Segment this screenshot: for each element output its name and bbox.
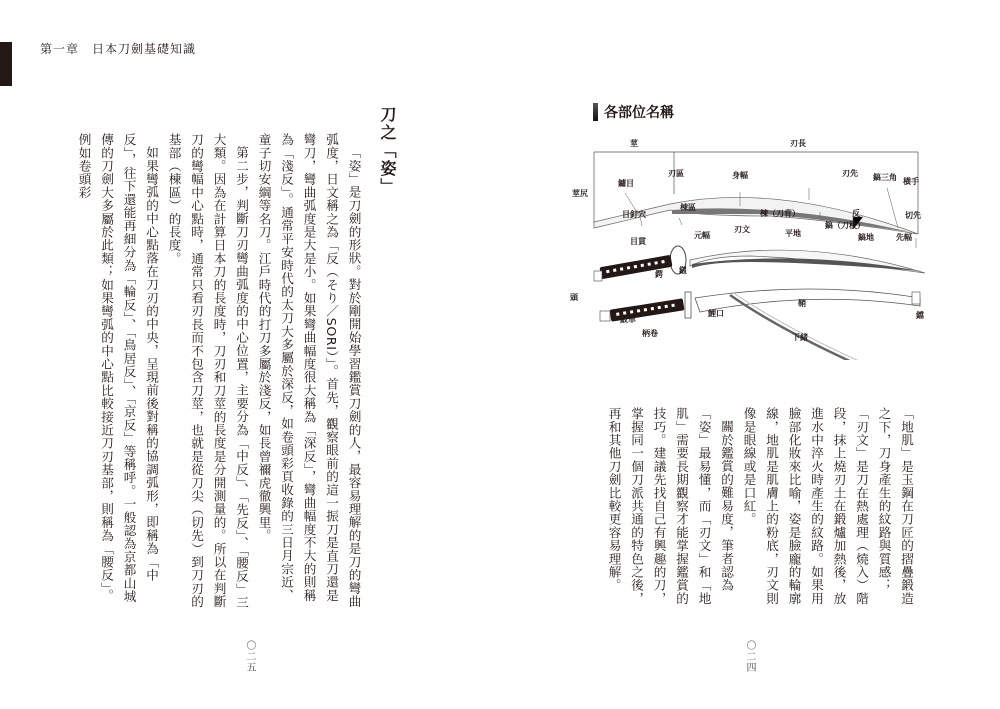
diagram-title-text: 各部位名稱 (604, 105, 674, 121)
label-shinogiji: 鎬地 (858, 233, 874, 242)
label-yasurime: 鑢目 (618, 179, 634, 188)
page-number-right: 〇二四 (744, 640, 755, 673)
label-yokote: 橫手 (903, 177, 919, 186)
label-sakihaba: 先幅 (896, 233, 912, 242)
label-menuki: 目貫 (630, 237, 646, 246)
title-bar-icon (593, 103, 598, 121)
label-mune: 棟（刀背） (760, 209, 800, 218)
label-habaki: 鎺 (679, 266, 687, 275)
paragraph: 關於鑑賞的難易度，筆者認為「姿」最易懂，而「刃文」和「地肌」需要長期觀察才能掌握鑑賞的技巧。建議先找自己有興趣的刀，掌握同一個刀派共通的特色之後，再和其他刀劍比較更容易理解。 (606, 407, 734, 605)
label-kojiri: 鐺 (916, 311, 924, 320)
paragraph: 第二步，判斷刀刃彎曲弧度的中心位置，主要分為「中反」、「先反」、「腰反」三大類。因為在計算日本刀的長度時，刀刃和刀莖的長度是分開測量的。所以在判斷刀的彎幅中心點時，通常只看刃長而不包含刀莖，也就是從刀尖（切先）到刀刃的基部（棟區）的長度。 (166, 133, 249, 609)
label-saya: 鞘 (798, 299, 806, 308)
label-hasaki: 刃先 (842, 169, 858, 178)
left-page-body (72, 133, 365, 613)
label-sori: 反 (852, 209, 860, 218)
paragraph: 「地肌」是玉鋼在刀匠的摺疊鍛造之下，刀身產生的紋路與質感；「刃文」是刀在熱處理（燒入）階段，抹上燒刃土在鍛爐加熱後，放進水中淬火時產生的紋路。如果用臉部化妝來比喻，姿是臉龐的輪廓線，地肌是肌膚上的粉底，刃文則像是眼線或是口紅。 (741, 407, 914, 605)
right-page-body (602, 407, 917, 612)
sword-parts-diagram (570, 130, 940, 360)
diagram-title (593, 102, 674, 122)
label-hamachi: 刃區 (668, 169, 684, 178)
paragraph: 如果彎弧的中心點落在刀刃的中央，呈現前後對稱的協調弧形，即稱為「中反」，往下還能再細分為「輪反」、「鳥居反」、「京反」等稱呼。一般認為京都山城傳的刀劍大多屬於此類；如果彎弧的中心點比較接近刀刃基部，則稱為「腰反」。例如卷頭彩 (76, 133, 159, 604)
chapter-thumb-tab (0, 42, 12, 86)
label-tsuba: 鍔 (655, 270, 663, 279)
label-hacho: 刃長 (790, 139, 806, 148)
label-nakago-jiri: 莖尻 (572, 189, 588, 198)
label-munemachi: 棟區 (680, 203, 696, 212)
label-hamon: 刃文 (734, 225, 750, 234)
running-head: 第一章 日本刀劍基礎知識 (40, 42, 197, 56)
section-title: 刀之「姿」 (378, 106, 397, 196)
label-koiguchi: 鯉口 (708, 309, 724, 318)
label-shinogi-sankaku: 鎬三角 (873, 173, 897, 182)
page-number-left: 〇二五 (244, 640, 255, 673)
label-motohaba: 元幅 (694, 231, 710, 240)
paragraph: 「姿」是刀劍的形狀。對於剛開始學習鑑賞刀劍的人，最容易理解的是刀的彎曲弧度，日文稱之為「反（そり／SORI）」。首先，觀察眼前的這一振刀是直刀還是彎刀，彎曲弧度是大是小。如果彎曲幅度很大稱為「深反」，彎曲幅度不大的則稱為「淺反」。通常平安時代的太刀大多屬於深反，如卷頭彩頁收錄的三日月宗近、童子切安綱等名刀。江戶時代的打刀多屬於淺反，如長曾禰虎徹興里。 (256, 133, 362, 608)
label-nakago: 莖 (630, 139, 638, 148)
label-mihaba: 身幅 (732, 171, 748, 180)
label-shinogi: 鎬（刀稜） (825, 221, 865, 230)
label-mekugi-ana: 目釘穴 (622, 210, 646, 219)
label-kissaki: 切先 (905, 211, 921, 220)
label-tsukamaki: 柄卷 (642, 329, 658, 338)
label-sageo: 下緒 (792, 333, 808, 342)
label-samegawa: 鮫革 (620, 315, 636, 324)
label-hiraji: 平地 (785, 229, 801, 238)
label-kashira: 頭 (570, 293, 578, 302)
